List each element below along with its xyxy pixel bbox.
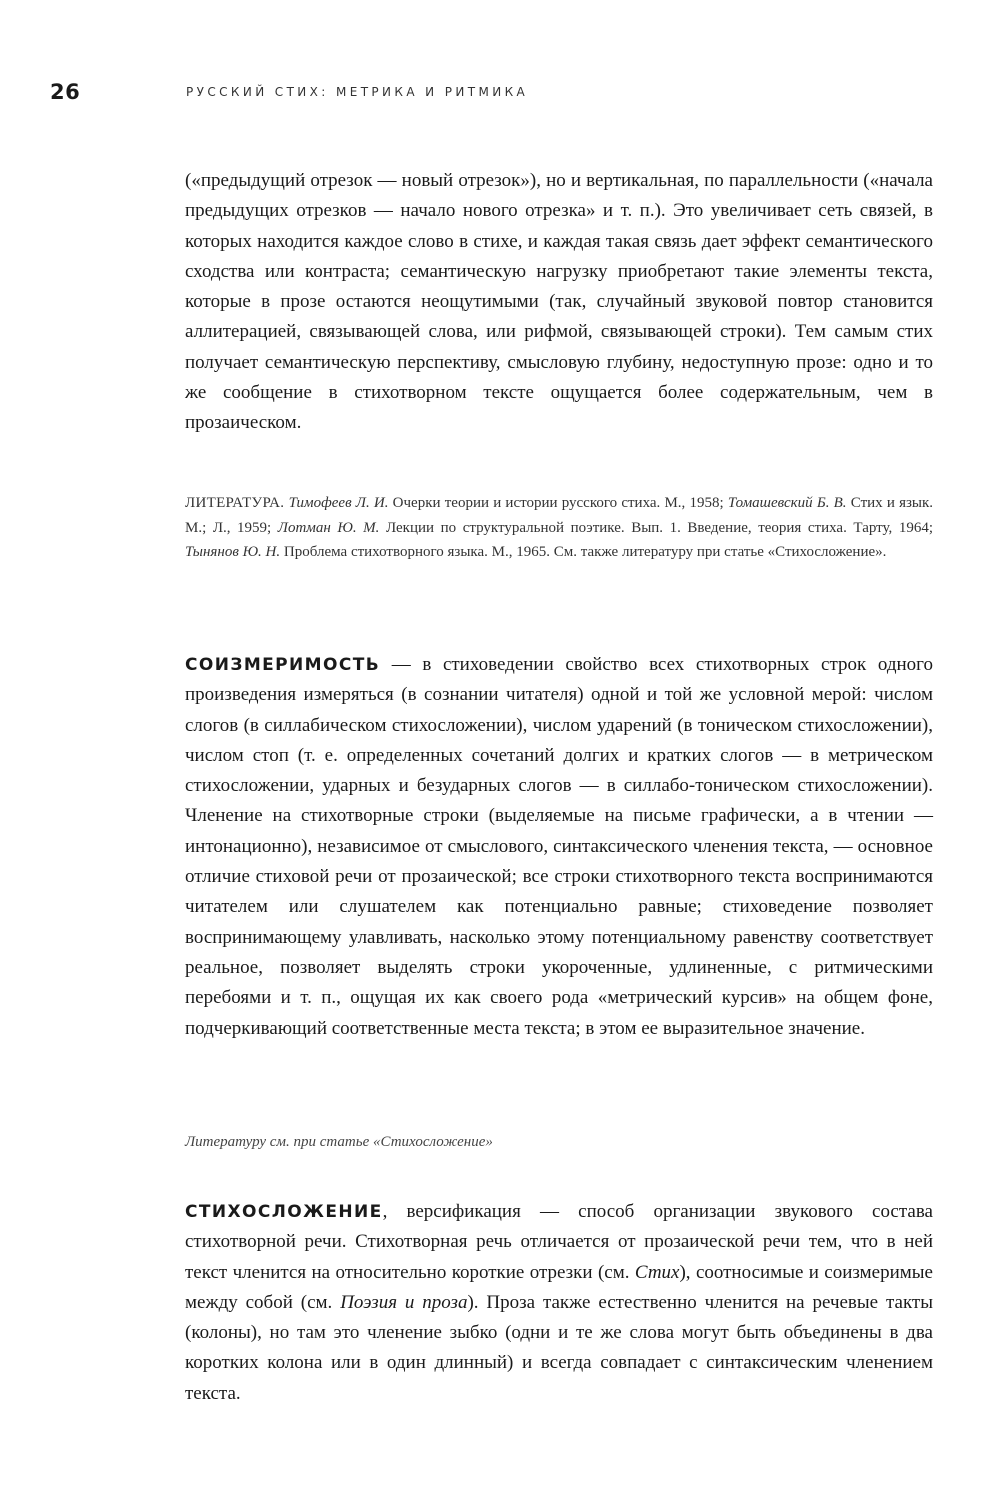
cross-reference-link: Стих [634,1261,680,1283]
continuation-paragraph: («предыдущий отрезок — новый отрезок»), но и вертикальная, по параллельности («начала предыдущих отрезков — начало нового отрезка» и т. п.). Это увеличивает сеть связей, в которых находится каждое слово в стихе, и каждая такая связь дает эффект семантического сходства или контраста; семантическую нагрузку приобретают такие элементы текста, которые в прозе остаются неощутимыми (так, случайный звуковой повтор становится аллитерацией, связывающей слова, или рифмой, связывающей строки). Тем самым стих получает семантическую перспективу, смысловую глубину, недоступную прозе: одно и то же сообщение в стихотворном тексте ощущается более содержательным, чем в прозаическом. [185,170,933,434]
literature-entry: Лекции по структуральной поэтике. Вып. 1. Введение, теория стиха. Тарту, 1964; [379,519,933,536]
running-title: РУССКИЙ СТИХ: МЕТРИКА И РИТМИКА [186,85,529,99]
entry-term: СТИХОСЛОЖЕНИЕ [185,1202,383,1222]
entry-paragraph [185,1197,933,1409]
literature-section [185,491,933,565]
literature-entry: Стих и язык. М.; Л., 1959; [185,495,934,536]
entry-soizmerimost [185,650,933,1044]
entry-text: ). Проза также естественно членится на речевые такты (колоны), но там это членение зыбко (одни и те же слова могут быть объединены в два коротких колона или в один длинный) и всегда совпадает с синтаксическим членением текста. [185,1291,933,1404]
literature-paragraph [185,491,933,565]
literature-entry: Проблема стихотворного языка. М., 1965. См. также литературу при статье «Стихосложение». [280,544,887,560]
reference-note-section [185,1134,933,1151]
literature-author: Тынянов Ю. Н. [185,544,281,560]
page-number: 26 [50,80,81,104]
continuation-section [185,166,933,439]
literature-entry: Очерки теории и истории русского стиха. М., 1958; [388,495,728,511]
entry-paragraph [185,650,933,1044]
entry-text: , версификация — способ организации звукового состава стихотворной речи. Стихотворная речь отличается от прозаической речи тем, что в ней текст членится на относительно короткие отрезки (см. [185,1201,933,1283]
entry-term: СОИЗМЕРИМОСТЬ [185,655,381,675]
entry-text: ), соотносимые и соизмеримые между собой (см. [185,1261,933,1313]
literature-author: Тимофеев Л. И. [288,495,389,511]
literature-label: ЛИТЕРАТУРА. [185,495,285,511]
reference-note: Литературу см. при статье «Стихосложение» [185,1134,493,1150]
cross-reference-link: Поэзия и проза [340,1291,468,1313]
literature-author: Томашевский Б. В. [727,495,847,511]
entry-text: — в стиховедении свойство всех стихотворных строк одного произведения измеряться (в сознании читателя) одной и той же условной мерой: числом слогов (в силлабическом стихосложении), числом ударений (в тоническом стихосложении), числом стоп (т. е. определенных сочетаний долгих и кратких слогов — в метрическом стихосложении, ударных и безударных слогов — в силлабо-тоническом стихосложении). Членение на стихотворные строки (выделяемые на письме графически, а в чтении — интонационно), независимое от смыслового, синтаксического членения текста, — основное отличие стиховой речи от прозаической; все строки стихотворного текста воспринимаются читателем или слушателем как потенциально равные; стиховедение позволяет воспринимающему улавливать, насколько этому потенциальному равенству соответствует реальное, позволяет выделять строки укороченные, удлиненные, с ритмическими перебоями и т. п., ощущая их как своего рода «метрический курсив» на общем фоне, подчеркивающий соответственные места текста; в этом ее выразительное значение. [185,654,933,1039]
entry-stikhoslozhenie [185,1197,933,1409]
literature-author: Лотман Ю. М. [277,519,380,536]
